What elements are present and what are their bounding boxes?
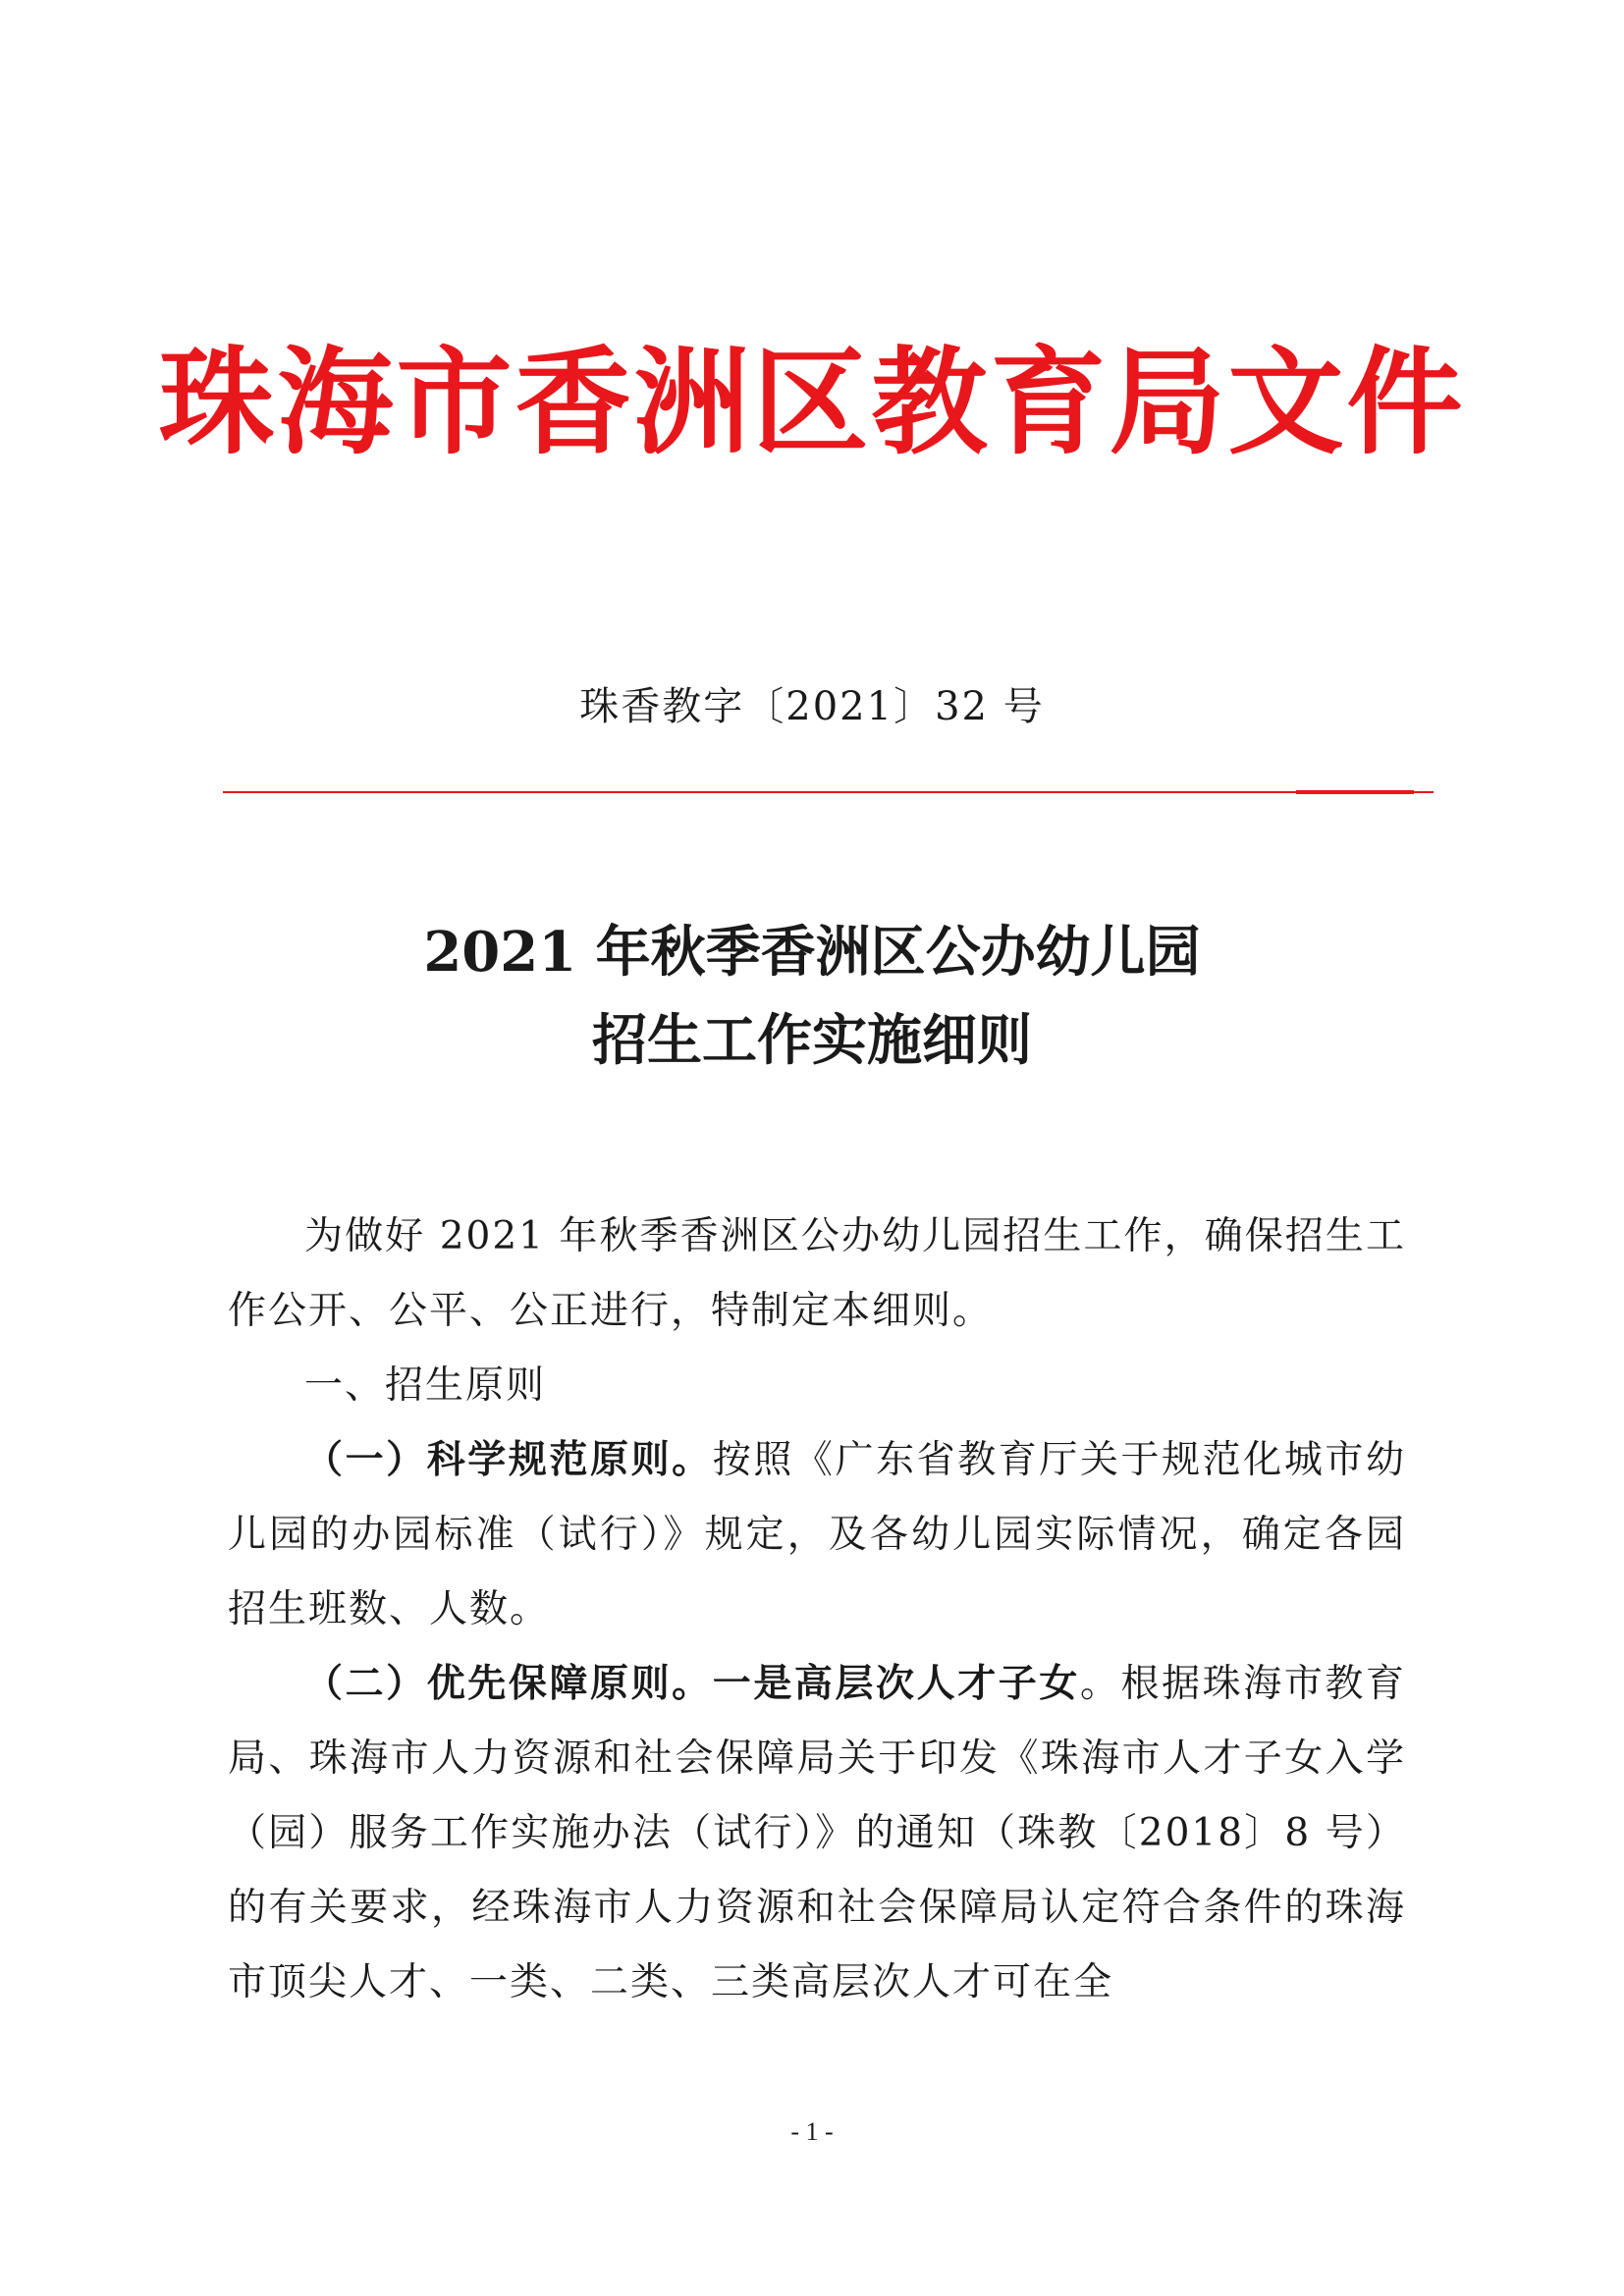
document-title [0, 908, 1624, 1085]
document-body [228, 1200, 1406, 2020]
page-number: - 1 - [790, 2117, 834, 2146]
document-number: 珠香教字〔2021〕32 号 [579, 684, 1045, 729]
principle-1-text: 按照《广东省教育厅关于规范化城市幼儿园的办园标准（试行）》规定，及各幼儿园实际情况，确定各园招生班数、人数。 [228, 1438, 1406, 1631]
section-heading-principles: 一、招生原则 [304, 1363, 547, 1408]
document-title-line-2: 招生工作实施细则 [592, 1008, 1032, 1073]
principle-1-label: （一）科学规范原则。 [304, 1438, 713, 1482]
intro-paragraph: 为做好 2021 年秋季香洲区公办幼儿园招生工作，确保招生工作公开、公平、公正进行，特制定本细则。 [228, 1214, 1406, 1333]
principle-2-label: （二）优先保障原则。一是高层次人才子女 [304, 1662, 1080, 1706]
principle-paragraph-1 [228, 1423, 1406, 1647]
document-title-line-1: 2021 年秋季香洲区公办幼儿园 [423, 920, 1201, 985]
red-divider-accent [1296, 790, 1414, 794]
red-divider-line [223, 791, 1434, 793]
principle-2-text: 。根据珠海市教育局、珠海市人力资源和社会保障局关于印发《珠海市人才子女入学（园）服务工作实施办法（试行）》的通知（珠教〔2018〕8 号）的有关要求，经珠海市人力资源和社会保障局认定符合条件的珠海市顶尖人才、一类、二类、三类高层次人才可在全 [228, 1662, 1406, 2004]
principle-paragraph-2 [228, 1647, 1406, 2020]
issuing-authority-title: 珠海市香洲区教育局文件 [158, 335, 1466, 470]
